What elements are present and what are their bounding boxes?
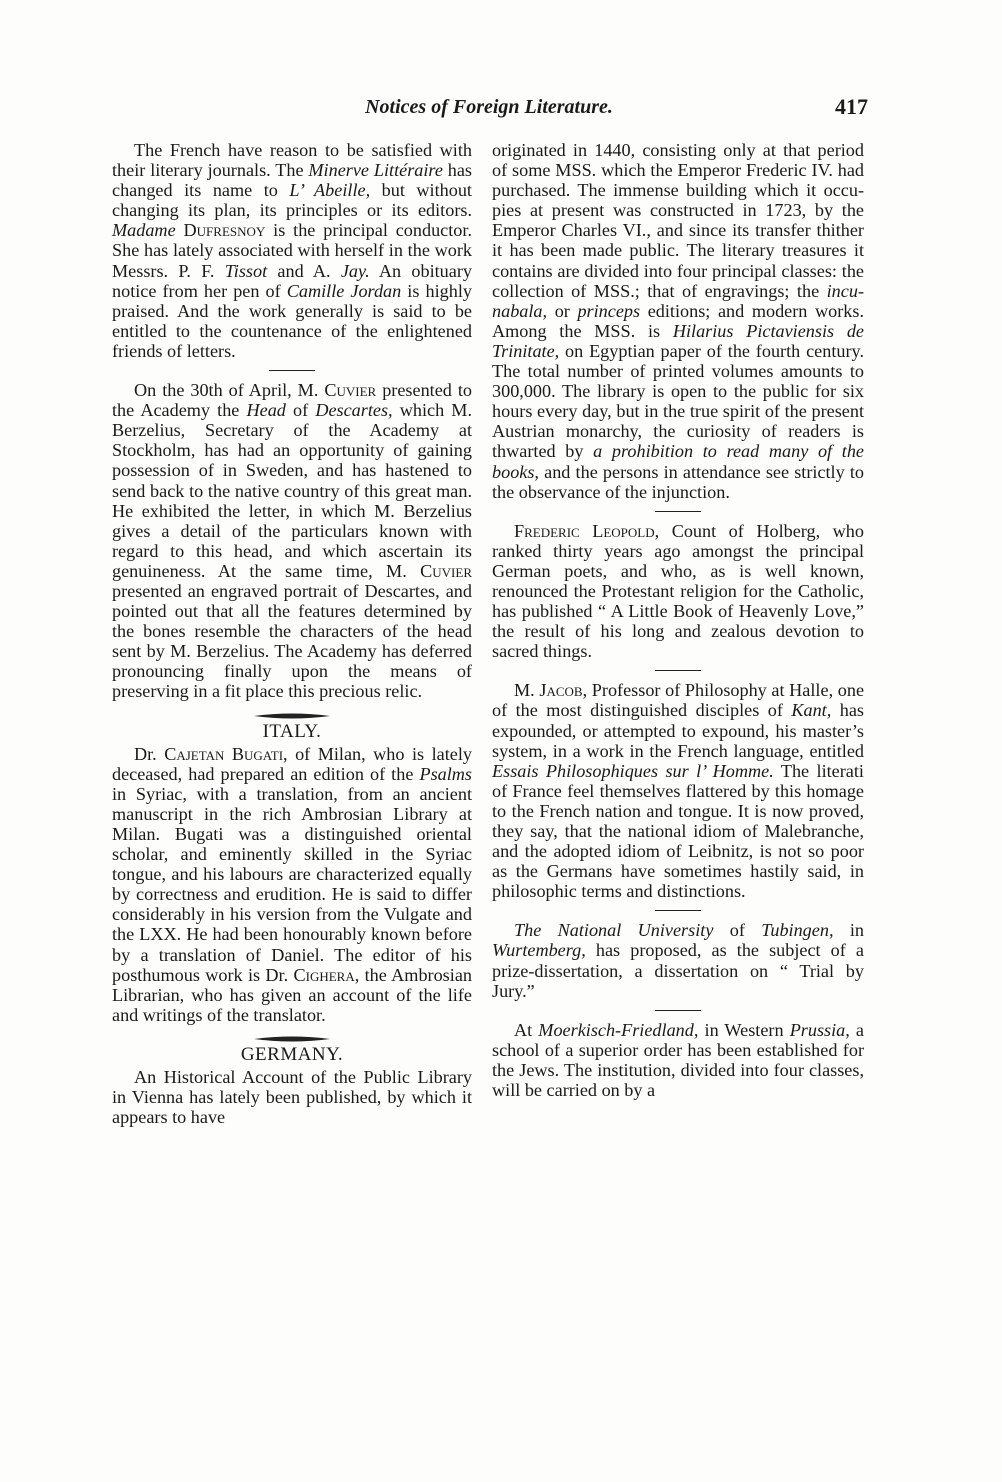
name-dufresnoy: Dufresnoy (183, 220, 266, 241)
page-number: 417 (835, 94, 868, 119)
name-jacob: Jacob, (539, 680, 588, 701)
text: and the persons in attendance see strictly to the observance of the injunction. (492, 461, 864, 502)
name-bugati: Cajetan Bugati, (164, 743, 288, 764)
text-italic: a prohibition to read many of the books, (492, 441, 864, 482)
text: At (514, 1019, 539, 1040)
text (176, 220, 184, 240)
title-psalms: Psalms (419, 763, 472, 784)
name-jay: Jay. (340, 260, 370, 281)
text: of (285, 400, 316, 421)
name-tissot: Tissot (224, 260, 268, 281)
text: has expounded, or attempted to expound, his master’s system, in a work in the French language, entitled (492, 700, 864, 761)
text: Count of Holberg, who ranked thirty years ago amongst the principal German poets, and who, as is well known, renounced the Protestant religion for the Catholic, has published “ A Little Book of Heavenly Love,” the result of his long and zealous devotion to sacred things. (492, 520, 864, 662)
title-minerve: Minerve Littéraire (308, 160, 443, 181)
text-italic: Madame (112, 220, 176, 241)
text: has changed its name to (112, 160, 473, 201)
right-column (492, 140, 864, 1100)
ornament-divider (252, 1035, 332, 1043)
title-abeille: L’ Abeille, (289, 180, 371, 201)
text: originated in 1440, consisting only at that period of some MSS. which the Emperor Frederic IV. had purchased. The immense building which it occupies at present was constructed in 1723, by the Emperor Charles VI., and since its transfer thither it has been made public. The literary treasures it contains are divided into four principal classes: the collection of MSS.; that of engravings; the (492, 140, 864, 301)
title-essais: Essais Philosophiques sur l’ Homme. (492, 760, 774, 781)
running-title: Notices of Foreign Literature. (365, 96, 613, 118)
section-rule (269, 370, 315, 371)
text: presented to the Academy the (112, 380, 472, 421)
text: in Western (698, 1019, 790, 1040)
name-frederic-leopold: Frederic Leopold, (514, 520, 660, 541)
text: is highly praised. And the work generally is said to be entitled to the countenance of the enlightened friends of letters. (112, 280, 472, 361)
running-head (110, 96, 868, 126)
section-heading-italy: ITALY. (262, 720, 322, 742)
text: in Syriac, with a translation, from an ancient manuscript in the rich Ambrosian Library at Milan. Bugati was a distinguished oriental scholar, and eminently skilled in the Syriac tongue, and his labours are characterized equally by correctness and erudition. He is said to differ considerably in his version from the Vulgate and the LXX. He had been honourably known before by a translation of Daniel. The editor of his posthumous work is Dr. (112, 783, 472, 985)
section-heading-germany: GERMANY. (240, 1043, 344, 1065)
text: the Ambrosian Librarian, who has given an account of the life and writings of the translator. (112, 964, 472, 1025)
section-rule (655, 1010, 701, 1011)
text: Professor of Philosophy at Halle, one of the most distinguished disciples of (492, 680, 865, 721)
text: Dr. (134, 743, 165, 764)
paragraph-bugati (112, 744, 472, 1025)
section-rule (655, 511, 701, 512)
paragraph-jacob (492, 680, 864, 901)
text-italic: Descartes, (315, 400, 393, 421)
text: The literati of France feel themselves flattered by this homage to the French nation and tongue. It is now proved, they say, that the national idiom of Malebranche, and the adopted idiom of Leibnitz, is not so poor as the Germans have sometimes hastily said, in philosophic terms and distinctions. (492, 760, 864, 902)
text: or (547, 300, 578, 321)
name-kant: Kant, (791, 700, 832, 721)
place-prussia: Prussia, (789, 1019, 850, 1040)
text: The French have reason to be satisfied with their literary journals. The (112, 140, 472, 181)
text: but without changing its plan, its principles or its editors. (112, 180, 472, 221)
paragraph-french-journals (112, 140, 472, 361)
ornament-divider (252, 712, 332, 720)
left-column (112, 140, 472, 1127)
name-cighera: Cighera, (293, 964, 360, 985)
text: and A. (267, 260, 341, 281)
name-cuvier: Cuvier (420, 560, 472, 581)
text: a school of a superior order has been established for the Jews. The institution, divided into four classes, will be carried on by a (492, 1019, 865, 1101)
place-wurtemberg: Wurtemberg, (492, 940, 586, 961)
section-rule (655, 670, 701, 671)
text: of Milan, who is lately deceased, had prepared an edition of the (112, 743, 472, 784)
text: On the 30th of April, M. (134, 380, 325, 401)
text: which M. Berzelius, Secretary of the Academy at Stockholm, has had an opportunity of gaining possession of in Sweden, and has hastened to send back to the native country of this great man. He exhibited the letter, in which M. Berzelius gives a detail of the particulars known with regard to this head, and which ascertain its genuineness. At the same time, M. (112, 400, 473, 581)
text-italic: Head (246, 400, 286, 421)
text: of (713, 920, 762, 941)
paragraph-tubingen (492, 920, 864, 1000)
text: M. (514, 680, 540, 701)
section-rule (655, 910, 701, 911)
place-moerkisch: Moerkisch-Friedland, (538, 1019, 699, 1040)
paragraph-moerkisch (492, 1020, 864, 1100)
text: on Egyptian paper of the fourth century. The total number of printed volumes amounts to 300,000. The library is open to the public for six hours every day, but in the true spirit of the present Austrian monarchy, the curiosity of readers is thwarted by (492, 340, 864, 462)
text-italic: princeps (577, 300, 641, 321)
text-italic: The National University (514, 920, 714, 941)
text: in (833, 920, 864, 941)
place-tubingen: Tubingen, (761, 920, 834, 941)
paragraph-vienna-library: An Historical Account of the Public Library in Vienna has lately been published, by which it appears to have (112, 1067, 472, 1128)
text: presented an engraved portrait of Descartes, and pointed out that all the features determined by the bones resemble the characters of the head sent by M. Berzelius. The Academy has deferred pronouncing finally upon the means of preserving in a fit place this precious relic. (112, 580, 472, 702)
text: is the principal conductor. She has lately associated with herself in the work Messrs. P. F. (112, 220, 473, 281)
paragraph-cuvier (112, 380, 472, 702)
text: has proposed, as the subject of a prize-dissertation, a dissertation on “ Trial by Jury.” (492, 940, 864, 1001)
text: An obituary notice from her pen of (112, 260, 472, 301)
text-italic: incunabala, (492, 280, 864, 321)
title-hilarius: Hilarius Pictaviensis de Trinitate, (492, 320, 864, 361)
name-cuvier: Cuvier (324, 380, 377, 401)
name-camille-jordan: Camille Jordan (286, 280, 402, 301)
paragraph-frederic-leopold (492, 521, 864, 662)
paragraph-vienna-continued (492, 140, 864, 502)
text: editions; and modern works. Among the MSS. is (492, 300, 864, 341)
